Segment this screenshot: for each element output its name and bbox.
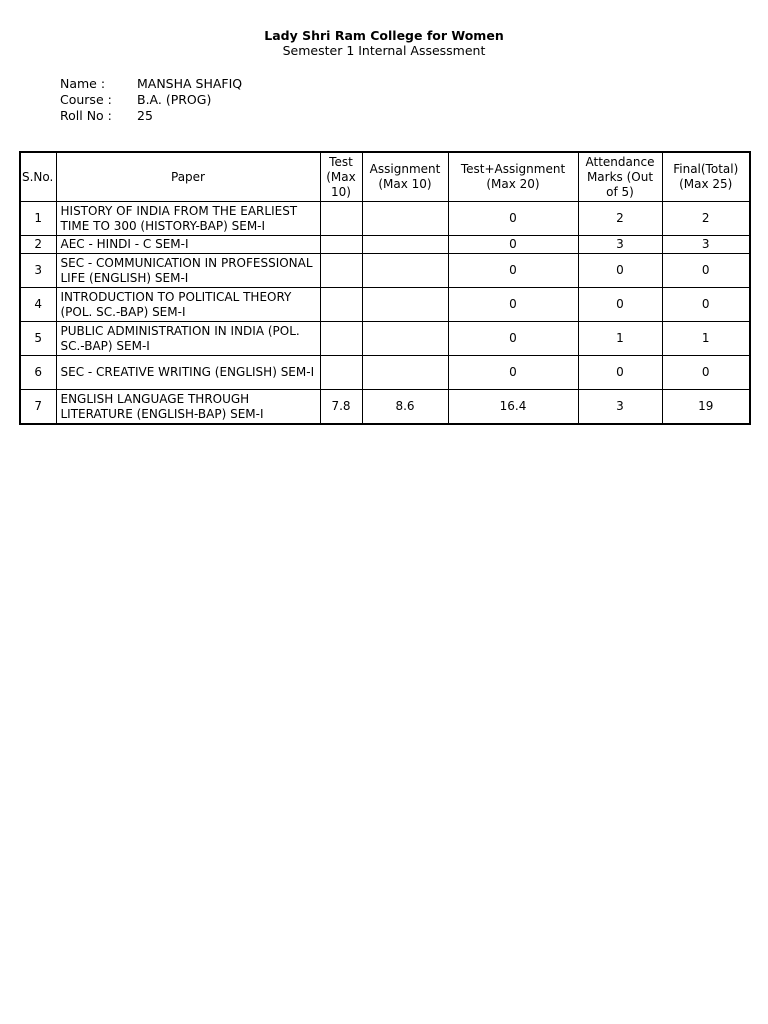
- cell-assignment: [362, 322, 448, 356]
- cell-sno: 5: [20, 322, 56, 356]
- cell-test: [320, 288, 362, 322]
- header-attendance: Attendance Marks (Out of 5): [578, 152, 662, 202]
- name-label: Name :: [60, 76, 106, 91]
- cell-final: 2: [662, 202, 750, 236]
- cell-paper: HISTORY OF INDIA FROM THE EARLIEST TIME TO 300 (HISTORY-BAP) SEM-I: [56, 202, 320, 236]
- cell-test: [320, 236, 362, 254]
- table-row: [20, 236, 750, 254]
- cell-paper: AEC - HINDI - C SEM-I: [56, 236, 320, 254]
- cell-assignment: [362, 202, 448, 236]
- cell-attendance: 0: [578, 288, 662, 322]
- cell-paper: PUBLIC ADMINISTRATION IN INDIA (POL. SC.-BAP) SEM-I: [56, 322, 320, 356]
- table-row: [20, 288, 750, 322]
- cell-assignment: [362, 254, 448, 288]
- header-test: Test (Max 10): [320, 152, 362, 202]
- cell-test-assignment: 0: [448, 356, 578, 390]
- cell-test-assignment: 0: [448, 322, 578, 356]
- cell-test: [320, 202, 362, 236]
- table-row: [20, 390, 750, 425]
- table-row: [20, 254, 750, 288]
- cell-sno: 4: [20, 288, 56, 322]
- roll-row: [60, 108, 242, 124]
- cell-sno: 2: [20, 236, 56, 254]
- header-assignment: Assignment (Max 10): [362, 152, 448, 202]
- cell-test-assignment: 0: [448, 236, 578, 254]
- cell-test-assignment: 0: [448, 254, 578, 288]
- roll-label: Roll No :: [60, 108, 112, 123]
- cell-final: 3: [662, 236, 750, 254]
- table-row: [20, 356, 750, 390]
- cell-sno: 1: [20, 202, 56, 236]
- cell-attendance: 3: [578, 236, 662, 254]
- student-roll: 25: [137, 108, 153, 123]
- student-info: [60, 76, 242, 124]
- cell-paper: SEC - COMMUNICATION IN PROFESSIONAL LIFE (ENGLISH) SEM-I: [56, 254, 320, 288]
- cell-test: [320, 356, 362, 390]
- assessment-title: Semester 1 Internal Assessment: [282, 43, 486, 58]
- header-test-assignment: Test+Assignment (Max 20): [448, 152, 578, 202]
- cell-test: [320, 254, 362, 288]
- cell-test-assignment: 0: [448, 288, 578, 322]
- name-row: [60, 76, 242, 92]
- student-course: B.A. (PROG): [137, 92, 212, 107]
- course-row: [60, 92, 242, 108]
- cell-test-assignment: 16.4: [448, 390, 578, 425]
- cell-attendance: 3: [578, 390, 662, 425]
- cell-sno: 7: [20, 390, 56, 425]
- cell-attendance: 1: [578, 322, 662, 356]
- cell-test-assignment: 0: [448, 202, 578, 236]
- cell-assignment: 8.6: [362, 390, 448, 425]
- cell-assignment: [362, 288, 448, 322]
- cell-assignment: [362, 236, 448, 254]
- cell-paper: ENGLISH LANGUAGE THROUGH LITERATURE (ENGLISH-BAP) SEM-I: [56, 390, 320, 425]
- cell-attendance: 0: [578, 356, 662, 390]
- table-header-row: [20, 152, 750, 202]
- cell-attendance: 0: [578, 254, 662, 288]
- table-row: [20, 322, 750, 356]
- header-paper: Paper: [56, 152, 320, 202]
- cell-final: 0: [662, 288, 750, 322]
- header-final: Final(Total) (Max 25): [662, 152, 750, 202]
- cell-sno: 3: [20, 254, 56, 288]
- document-header: [0, 28, 768, 58]
- cell-final: 0: [662, 356, 750, 390]
- cell-test: [320, 322, 362, 356]
- cell-final: 0: [662, 254, 750, 288]
- course-label: Course :: [60, 92, 112, 107]
- cell-test: 7.8: [320, 390, 362, 425]
- cell-assignment: [362, 356, 448, 390]
- header-sno: S.No.: [20, 152, 56, 202]
- cell-final: 1: [662, 322, 750, 356]
- college-name: Lady Shri Ram College for Women: [264, 28, 504, 43]
- cell-paper: SEC - CREATIVE WRITING (ENGLISH) SEM-I: [56, 356, 320, 390]
- cell-paper: INTRODUCTION TO POLITICAL THEORY (POL. SC.-BAP) SEM-I: [56, 288, 320, 322]
- table-row: [20, 202, 750, 236]
- cell-attendance: 2: [578, 202, 662, 236]
- cell-sno: 6: [20, 356, 56, 390]
- student-name: MANSHA SHAFIQ: [137, 76, 243, 91]
- cell-final: 19: [662, 390, 750, 425]
- marks-table: [19, 151, 751, 425]
